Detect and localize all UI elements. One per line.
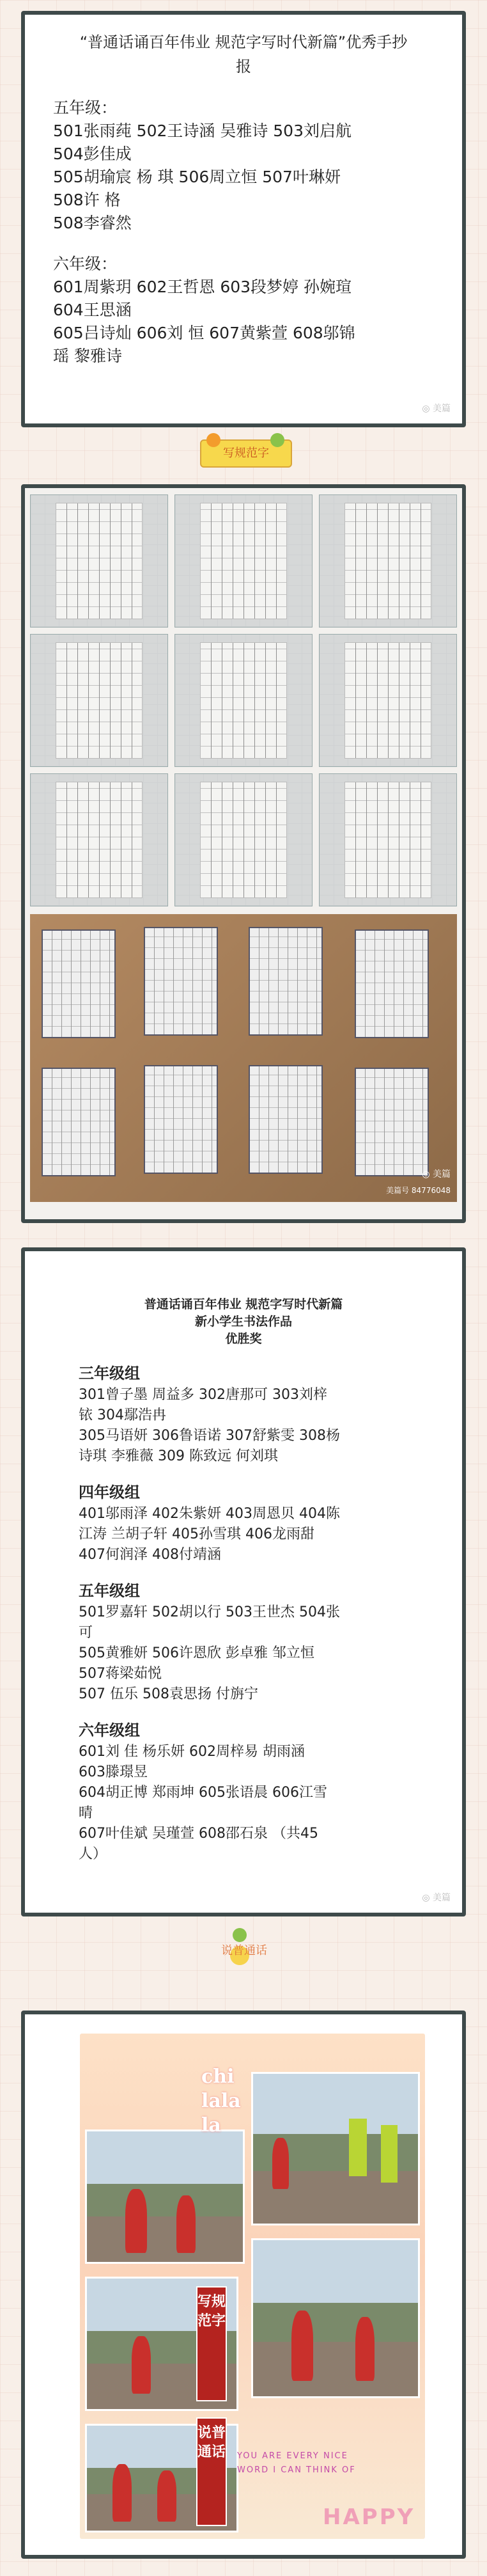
activity-collage-card bbox=[21, 2011, 466, 2559]
group-line: 505黄雅妍 506许恩欣 彭卓雅 邹立恒 bbox=[79, 1645, 314, 1661]
calligraphy-photo bbox=[174, 634, 313, 767]
calligraphy-collection-photo bbox=[30, 914, 457, 1202]
card3-heading bbox=[53, 1296, 434, 1348]
group-line: 603滕璟昱 bbox=[79, 1764, 148, 1780]
grade5-line: 505胡瑜宸 杨 琪 506周立恒 507叶琳妍 bbox=[53, 168, 341, 186]
calligraphy-sheet bbox=[144, 1065, 218, 1174]
grade5-section bbox=[53, 97, 434, 235]
section-tag-speak-mandarin bbox=[205, 1938, 284, 1966]
meipian-watermark: ◎ 美篇 bbox=[422, 1893, 451, 1903]
grade6-line: 601周紫玥 602王哲恩 603段梦婷 孙婉瑄 bbox=[53, 278, 352, 296]
chi-deco-text: chi bbox=[201, 2066, 235, 2088]
speak-mandarin-banner: 说普通话 bbox=[196, 2417, 227, 2526]
calligraphy-photo bbox=[319, 634, 457, 767]
group-line: 晴 bbox=[79, 1805, 93, 1821]
group-title: 三年级组 bbox=[79, 1364, 140, 1382]
grade5-line: 504彭佳成 bbox=[53, 145, 132, 163]
group-line: 601刘 佳 杨乐妍 602周梓易 胡雨涵 bbox=[79, 1744, 305, 1760]
tag-label: 说普通话 bbox=[221, 1944, 267, 1957]
write-standard-banner: 写规范字 bbox=[196, 2286, 227, 2401]
group-line: 407何润泽 408付靖涵 bbox=[79, 1547, 221, 1563]
group-title: 五年级组 bbox=[79, 1582, 140, 1600]
honor-list-card-1 bbox=[21, 11, 466, 427]
calligraphy-sheet bbox=[355, 1068, 429, 1176]
grade5-line: 501张雨莼 502王诗涵 吴雅诗 503刘启航 bbox=[53, 122, 352, 140]
group-line: 可 bbox=[79, 1625, 93, 1641]
grade6-line: 605吕诗灿 606刘 恒 607黄紫萱 608邬锦 bbox=[53, 324, 355, 342]
honor-list-card-2 bbox=[21, 1247, 466, 1916]
happy-text: HAPPY bbox=[323, 2504, 415, 2530]
group-line: 507蒋梁茹悦 bbox=[79, 1666, 162, 1682]
calligraphy-sheet bbox=[249, 927, 323, 1036]
group-line: 604胡正博 郑雨坤 605张语晨 606江雪 bbox=[79, 1785, 327, 1801]
group-line: 人） bbox=[79, 1846, 107, 1862]
section-tag-write-standard bbox=[200, 439, 292, 468]
grade6-group bbox=[79, 1719, 434, 1865]
grade6-line: 604王思涵 bbox=[53, 301, 132, 319]
tag-dot-icon bbox=[270, 433, 284, 447]
calligraphy-photo bbox=[319, 494, 457, 628]
calligraphy-photo-grid bbox=[30, 494, 457, 906]
grade4-group bbox=[79, 1481, 434, 1565]
calligraphy-sheet bbox=[355, 929, 429, 1038]
tag-dot-icon bbox=[206, 433, 220, 447]
nice-word-slogan: YOU ARE EVERY NICE WORD I CAN THINK OF bbox=[237, 2451, 356, 2475]
card1-title: “普通话诵百年伟业 规范字写时代新篇”优秀手抄报 bbox=[79, 33, 408, 75]
meipian-watermark: ◎ 美篇 bbox=[422, 1169, 451, 1180]
grade6-section bbox=[53, 253, 434, 368]
group-line: 401邬雨泽 402朱紫妍 403周恩贝 404陈 bbox=[79, 1506, 340, 1522]
grade6-heading: 六年级： bbox=[53, 255, 118, 273]
lala-deco-text: lala bbox=[201, 2090, 241, 2112]
calligraphy-sheet bbox=[42, 1068, 116, 1176]
calligraphy-photo bbox=[30, 773, 168, 906]
calligraphy-sheet bbox=[249, 1065, 323, 1174]
tag-label: 写规范字 bbox=[223, 446, 269, 460]
calligraphy-photo-card bbox=[21, 484, 466, 1223]
calligraphy-photo bbox=[174, 494, 313, 628]
group-line: 507 伍乐 508袁思扬 付旃宁 bbox=[79, 1686, 258, 1702]
group-line: 江涛 兰胡子轩 405孙雪琪 406龙雨甜 bbox=[79, 1526, 314, 1542]
activity-photo bbox=[251, 2072, 420, 2225]
la-deco-text: la bbox=[201, 2114, 221, 2137]
group-title: 四年级组 bbox=[79, 1483, 140, 1501]
calligraphy-photo bbox=[174, 773, 313, 906]
meipian-watermark: ◎ 美篇 bbox=[422, 404, 451, 414]
grade5-heading: 五年级： bbox=[53, 99, 118, 117]
calligraphy-photo bbox=[30, 634, 168, 767]
group-title: 六年级组 bbox=[79, 1721, 140, 1739]
calligraphy-sheet bbox=[144, 927, 218, 1036]
grade3-group bbox=[79, 1362, 434, 1467]
grade5-line: 508许 格 bbox=[53, 191, 121, 209]
grade6-line: 瑶 黎雅诗 bbox=[53, 347, 122, 365]
activity-photo bbox=[251, 2238, 420, 2398]
group-line: 305马语妍 306鲁语诺 307舒紫雯 308杨 bbox=[79, 1428, 340, 1444]
group-line: 301曾子墨 周益多 302唐那可 303刘梓 bbox=[79, 1387, 327, 1403]
tag-dot-icon bbox=[233, 1928, 247, 1942]
group-line: 铱 304鄢浩冉 bbox=[79, 1407, 166, 1423]
calligraphy-sheet bbox=[42, 929, 116, 1038]
grade5-group bbox=[79, 1579, 434, 1705]
card3-heading-line: 新小学生书法作品 bbox=[194, 1315, 292, 1329]
activity-photo bbox=[85, 2130, 245, 2264]
calligraphy-photo bbox=[319, 773, 457, 906]
group-line: 607叶佳斌 吴瑾萱 608邵石泉 （共45 bbox=[79, 1826, 318, 1842]
card3-heading-line: 普通话诵百年伟业 规范字写时代新篇 bbox=[144, 1297, 343, 1311]
photo-collage bbox=[80, 2034, 425, 2539]
group-line: 501罗嘉轩 502胡以行 503王世杰 504张 bbox=[79, 1604, 340, 1620]
group-line: 诗琪 李雅薇 309 陈致远 何刘琪 bbox=[79, 1448, 278, 1464]
grade5-line: 508李睿然 bbox=[53, 214, 132, 232]
card3-heading-line: 优胜奖 bbox=[225, 1332, 262, 1346]
meipian-id-watermark: 美篇号 84776048 bbox=[386, 1186, 451, 1195]
calligraphy-photo bbox=[30, 494, 168, 628]
